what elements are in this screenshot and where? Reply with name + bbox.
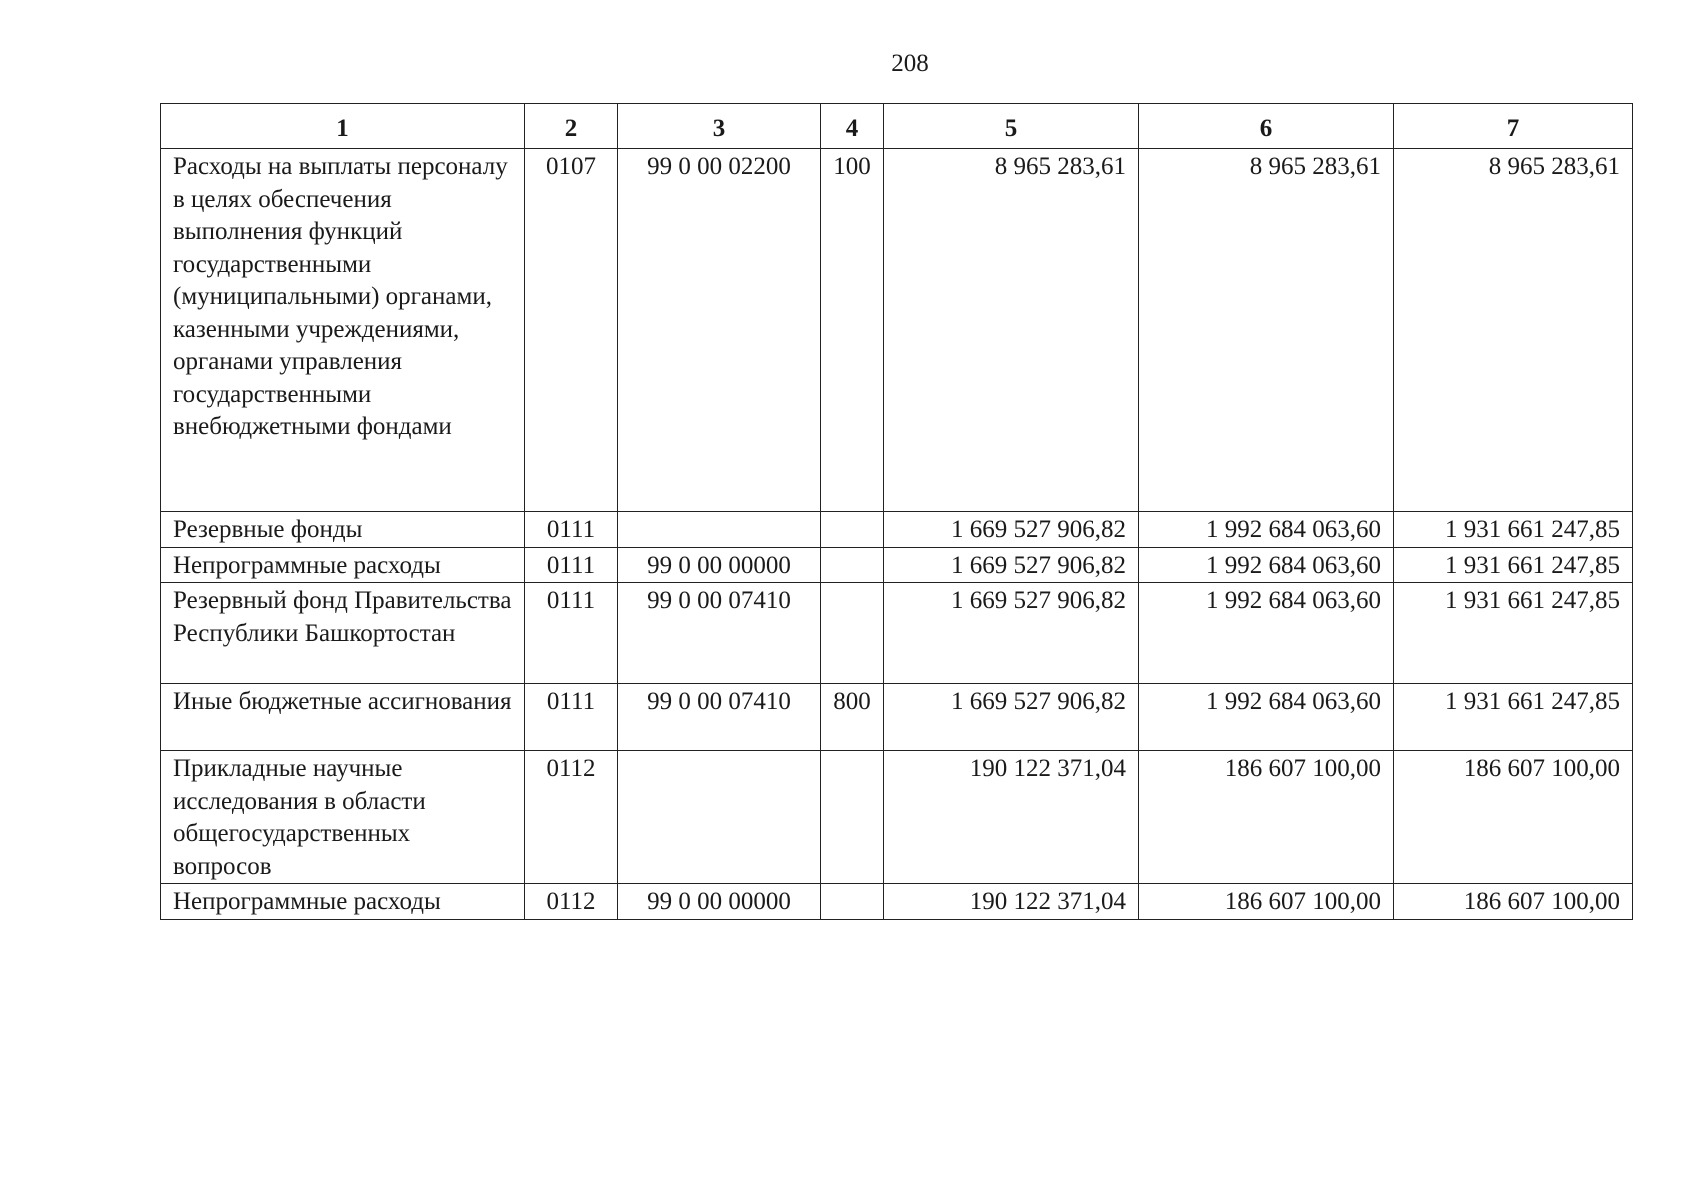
header-col-3: 3 xyxy=(618,104,821,149)
row-section-code: 0111 xyxy=(525,547,618,583)
row-type-code xyxy=(821,884,884,920)
row-type-code: 100 xyxy=(821,149,884,512)
row-section-code: 0111 xyxy=(525,512,618,548)
row-value-5: 190 122 371,04 xyxy=(884,751,1139,884)
row-value-5: 1 669 527 906,82 xyxy=(884,583,1139,684)
row-value-6: 1 992 684 063,60 xyxy=(1139,583,1394,684)
row-value-5: 8 965 283,61 xyxy=(884,149,1139,512)
row-value-5: 1 669 527 906,82 xyxy=(884,547,1139,583)
header-col-1: 1 xyxy=(161,104,525,149)
row-name: Резервные фонды xyxy=(161,512,525,548)
table-row xyxy=(161,547,1633,583)
row-section-code: 0111 xyxy=(525,583,618,684)
row-type-code xyxy=(821,583,884,684)
row-name: Непрограммные расходы xyxy=(161,884,525,920)
row-value-5: 1 669 527 906,82 xyxy=(884,684,1139,751)
header-col-4: 4 xyxy=(821,104,884,149)
row-target-code: 99 0 00 07410 xyxy=(618,583,821,684)
row-value-7: 186 607 100,00 xyxy=(1394,884,1633,920)
row-target-code xyxy=(618,751,821,884)
header-col-2: 2 xyxy=(525,104,618,149)
row-type-code xyxy=(821,512,884,548)
row-value-5: 1 669 527 906,82 xyxy=(884,512,1139,548)
table-header xyxy=(161,104,1633,149)
table-row xyxy=(161,684,1633,751)
page-number: 208 xyxy=(891,50,929,77)
row-target-code: 99 0 00 02200 xyxy=(618,149,821,512)
row-target-code: 99 0 00 00000 xyxy=(618,547,821,583)
table-row xyxy=(161,512,1633,548)
header-col-6: 6 xyxy=(1139,104,1394,149)
row-value-6: 186 607 100,00 xyxy=(1139,751,1394,884)
table-row xyxy=(161,884,1633,920)
row-target-code: 99 0 00 07410 xyxy=(618,684,821,751)
row-value-7: 1 931 661 247,85 xyxy=(1394,547,1633,583)
row-value-6: 186 607 100,00 xyxy=(1139,884,1394,920)
table-row xyxy=(161,149,1633,512)
row-name: Расходы на выплаты персоналу в целях обеспечения выполнения функций государственными (муниципальными) органами, казенными учреждениями, органами управления государственными внебюджетными фондами xyxy=(161,149,525,512)
row-name: Иные бюджетные ассигнования xyxy=(161,684,525,751)
row-name: Резервный фонд Правительства Республики Башкортостан xyxy=(161,583,525,684)
table-row xyxy=(161,583,1633,684)
row-target-code xyxy=(618,512,821,548)
row-target-code: 99 0 00 00000 xyxy=(618,884,821,920)
row-value-6: 1 992 684 063,60 xyxy=(1139,547,1394,583)
header-col-5: 5 xyxy=(884,104,1139,149)
row-value-6: 1 992 684 063,60 xyxy=(1139,512,1394,548)
table-row xyxy=(161,751,1633,884)
row-value-7: 1 931 661 247,85 xyxy=(1394,512,1633,548)
row-section-code: 0107 xyxy=(525,149,618,512)
row-value-7: 186 607 100,00 xyxy=(1394,751,1633,884)
header-row xyxy=(161,104,1633,149)
header-col-7: 7 xyxy=(1394,104,1633,149)
row-value-7: 1 931 661 247,85 xyxy=(1394,684,1633,751)
row-value-7: 1 931 661 247,85 xyxy=(1394,583,1633,684)
row-type-code xyxy=(821,751,884,884)
row-name: Непрограммные расходы xyxy=(161,547,525,583)
table-body xyxy=(161,149,1633,920)
row-value-5: 190 122 371,04 xyxy=(884,884,1139,920)
row-section-code: 0112 xyxy=(525,884,618,920)
row-type-code: 800 xyxy=(821,684,884,751)
row-value-6: 1 992 684 063,60 xyxy=(1139,684,1394,751)
row-value-6: 8 965 283,61 xyxy=(1139,149,1394,512)
budget-table xyxy=(160,103,1633,920)
row-type-code xyxy=(821,547,884,583)
row-section-code: 0112 xyxy=(525,751,618,884)
row-name: Прикладные научные исследования в области общегосударственных вопросов xyxy=(161,751,525,884)
row-value-7: 8 965 283,61 xyxy=(1394,149,1633,512)
row-section-code: 0111 xyxy=(525,684,618,751)
